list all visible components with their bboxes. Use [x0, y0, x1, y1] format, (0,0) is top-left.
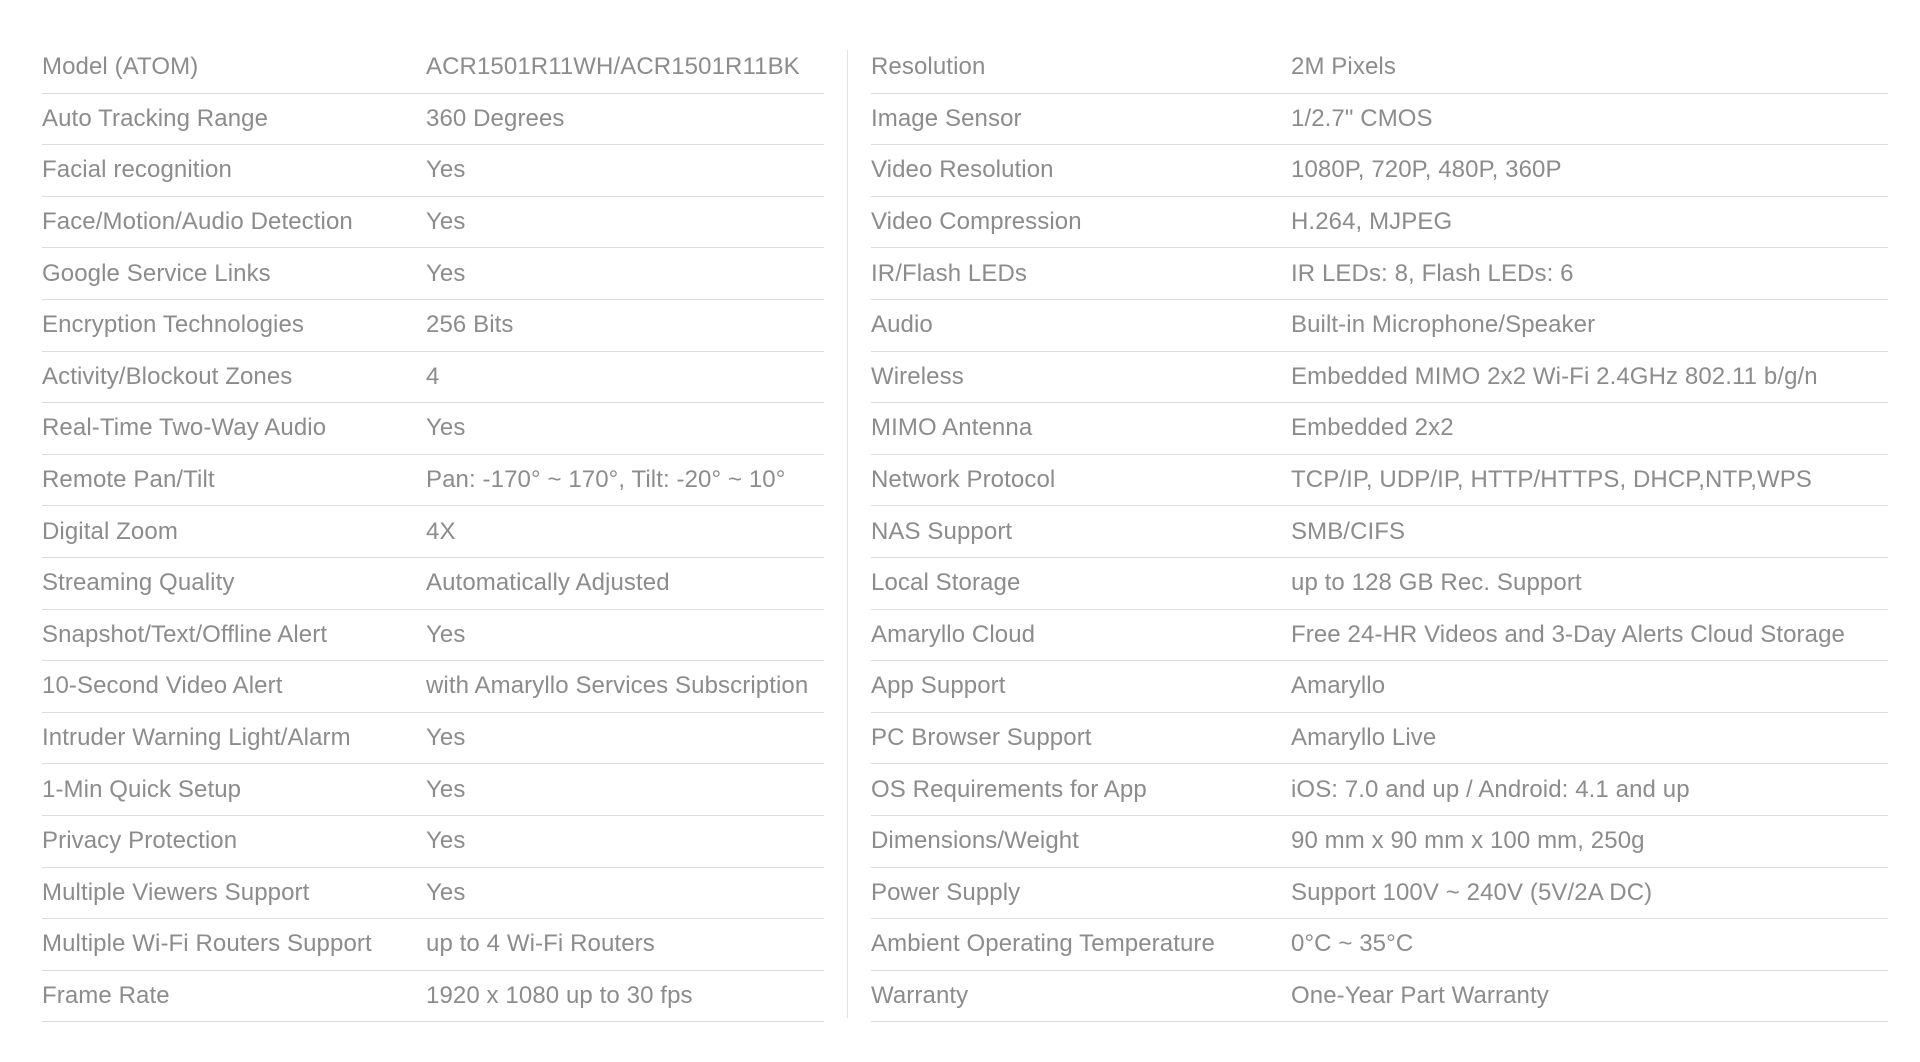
spec-value: Amaryllo Live — [1291, 724, 1437, 752]
spec-row — [871, 558, 1888, 610]
spec-row — [871, 816, 1888, 868]
spec-label: IR/Flash LEDs — [871, 259, 1028, 287]
spec-row — [871, 506, 1888, 558]
spec-label: Multiple Viewers Support — [42, 878, 310, 906]
spec-row — [42, 919, 824, 971]
spec-value: SMB/CIFS — [1291, 517, 1406, 545]
spec-label: Power Supply — [871, 878, 1021, 906]
spec-row — [871, 403, 1888, 455]
spec-label: Remote Pan/Tilt — [42, 466, 215, 494]
spec-value: One-Year Part Warranty — [1291, 981, 1549, 1009]
spec-row — [42, 403, 824, 455]
spec-value: IR LEDs: 8, Flash LEDs: 6 — [1291, 259, 1574, 287]
spec-value: Yes — [426, 259, 466, 287]
spec-value: Yes — [426, 878, 466, 906]
spec-value: with Amaryllo Services Subscription — [426, 672, 809, 700]
spec-row — [42, 455, 824, 507]
spec-row — [871, 197, 1888, 249]
spec-value: Amaryllo — [1291, 672, 1386, 700]
spec-row — [871, 610, 1888, 662]
spec-value: Yes — [426, 724, 466, 752]
spec-label: MIMO Antenna — [871, 414, 1033, 442]
spec-row — [871, 94, 1888, 146]
spec-row — [871, 145, 1888, 197]
spec-label: Intruder Warning Light/Alarm — [42, 724, 351, 752]
spec-label: Network Protocol — [871, 466, 1056, 494]
spec-label: Real-Time Two-Way Audio — [42, 414, 327, 442]
spec-label: Wireless — [871, 362, 964, 390]
spec-row — [42, 42, 824, 94]
spec-label: Streaming Quality — [42, 569, 235, 597]
spec-label: Google Service Links — [42, 259, 271, 287]
spec-row — [871, 352, 1888, 404]
spec-label: Warranty — [871, 981, 969, 1009]
spec-label: Video Resolution — [871, 156, 1054, 184]
spec-label: Amaryllo Cloud — [871, 620, 1036, 648]
spec-row — [42, 610, 824, 662]
spec-value: Yes — [426, 208, 466, 236]
spec-value: up to 4 Wi-Fi Routers — [426, 930, 655, 958]
spec-label: Image Sensor — [871, 104, 1022, 132]
spec-row — [871, 713, 1888, 765]
spec-row — [42, 816, 824, 868]
spec-label: Snapshot/Text/Offline Alert — [42, 620, 328, 648]
spec-value: ACR1501R11WH/ACR1501R11BK — [426, 53, 800, 81]
spec-value: 2M Pixels — [1291, 53, 1396, 81]
spec-row — [42, 145, 824, 197]
spec-value: Yes — [426, 827, 466, 855]
spec-row — [871, 919, 1888, 971]
spec-row — [42, 197, 824, 249]
spec-value: 90 mm x 90 mm x 100 mm, 250g — [1291, 827, 1645, 855]
spec-value: Automatically Adjusted — [426, 569, 670, 597]
spec-value: Embedded MIMO 2x2 Wi-Fi 2.4GHz 802.11 b/g/n — [1291, 362, 1818, 390]
spec-row — [42, 300, 824, 352]
spec-row — [42, 558, 824, 610]
spec-row — [871, 455, 1888, 507]
spec-value: Yes — [426, 414, 466, 442]
spec-value: 4 — [426, 362, 440, 390]
spec-label: Frame Rate — [42, 981, 170, 1009]
spec-label: OS Requirements for App — [871, 775, 1147, 803]
spec-row — [871, 300, 1888, 352]
spec-row — [42, 248, 824, 300]
spec-label: Ambient Operating Temperature — [871, 930, 1215, 958]
spec-value: 1/2.7" CMOS — [1291, 104, 1433, 132]
spec-label: Resolution — [871, 53, 986, 81]
spec-value: up to 128 GB Rec. Support — [1291, 569, 1582, 597]
spec-label: PC Browser Support — [871, 724, 1092, 752]
spec-label: 1-Min Quick Setup — [42, 775, 242, 803]
spec-row — [871, 42, 1888, 94]
spec-table-right — [871, 42, 1888, 1022]
spec-row — [42, 94, 824, 146]
spec-value: 360 Degrees — [426, 104, 565, 132]
spec-label: Face/Motion/Audio Detection — [42, 208, 353, 236]
spec-label: NAS Support — [871, 517, 1013, 545]
spec-value: 0°C ~ 35°C — [1291, 930, 1414, 958]
spec-row — [42, 971, 824, 1023]
spec-row — [871, 248, 1888, 300]
spec-label: Encryption Technologies — [42, 311, 305, 339]
spec-value: TCP/IP, UDP/IP, HTTP/HTTPS, DHCP,NTP,WPS — [1291, 466, 1812, 494]
spec-value: 1080P, 720P, 480P, 360P — [1291, 156, 1562, 184]
spec-row — [871, 661, 1888, 713]
spec-label: Auto Tracking Range — [42, 104, 269, 132]
spec-value: Support 100V ~ 240V (5V/2A DC) — [1291, 878, 1653, 906]
spec-value: Built-in Microphone/Speaker — [1291, 311, 1596, 339]
spec-value: Yes — [426, 775, 466, 803]
spec-value: Free 24-HR Videos and 3-Day Alerts Cloud Storage — [1291, 620, 1845, 648]
spec-label: Audio — [871, 311, 933, 339]
spec-value: Yes — [426, 620, 466, 648]
spec-label: Digital Zoom — [42, 517, 178, 545]
spec-row — [42, 764, 824, 816]
spec-value: H.264, MJPEG — [1291, 208, 1453, 236]
spec-label: Local Storage — [871, 569, 1021, 597]
spec-row — [42, 506, 824, 558]
column-divider — [847, 50, 848, 1018]
spec-row — [42, 713, 824, 765]
spec-label: App Support — [871, 672, 1006, 700]
spec-value: Yes — [426, 156, 466, 184]
spec-label: 10-Second Video Alert — [42, 672, 283, 700]
spec-row — [42, 352, 824, 404]
spec-value: Embedded 2x2 — [1291, 414, 1454, 442]
spec-value: 1920 x 1080 up to 30 fps — [426, 981, 693, 1009]
spec-label: Video Compression — [871, 208, 1082, 236]
spec-value: iOS: 7.0 and up / Android: 4.1 and up — [1291, 775, 1690, 803]
spec-label: Privacy Protection — [42, 827, 238, 855]
spec-label: Model (ATOM) — [42, 53, 199, 81]
spec-label: Facial recognition — [42, 156, 232, 184]
spec-label: Multiple Wi-Fi Routers Support — [42, 930, 372, 958]
spec-row — [42, 661, 824, 713]
spec-row — [42, 868, 824, 920]
spec-row — [871, 971, 1888, 1023]
spec-value: Pan: -170° ~ 170°, Tilt: -20° ~ 10° — [426, 466, 786, 494]
spec-table-left — [42, 42, 824, 1022]
spec-value: 4X — [426, 517, 456, 545]
spec-label: Dimensions/Weight — [871, 827, 1080, 855]
spec-row — [871, 764, 1888, 816]
spec-value: 256 Bits — [426, 311, 514, 339]
spec-label: Activity/Blockout Zones — [42, 362, 293, 390]
spec-row — [871, 868, 1888, 920]
